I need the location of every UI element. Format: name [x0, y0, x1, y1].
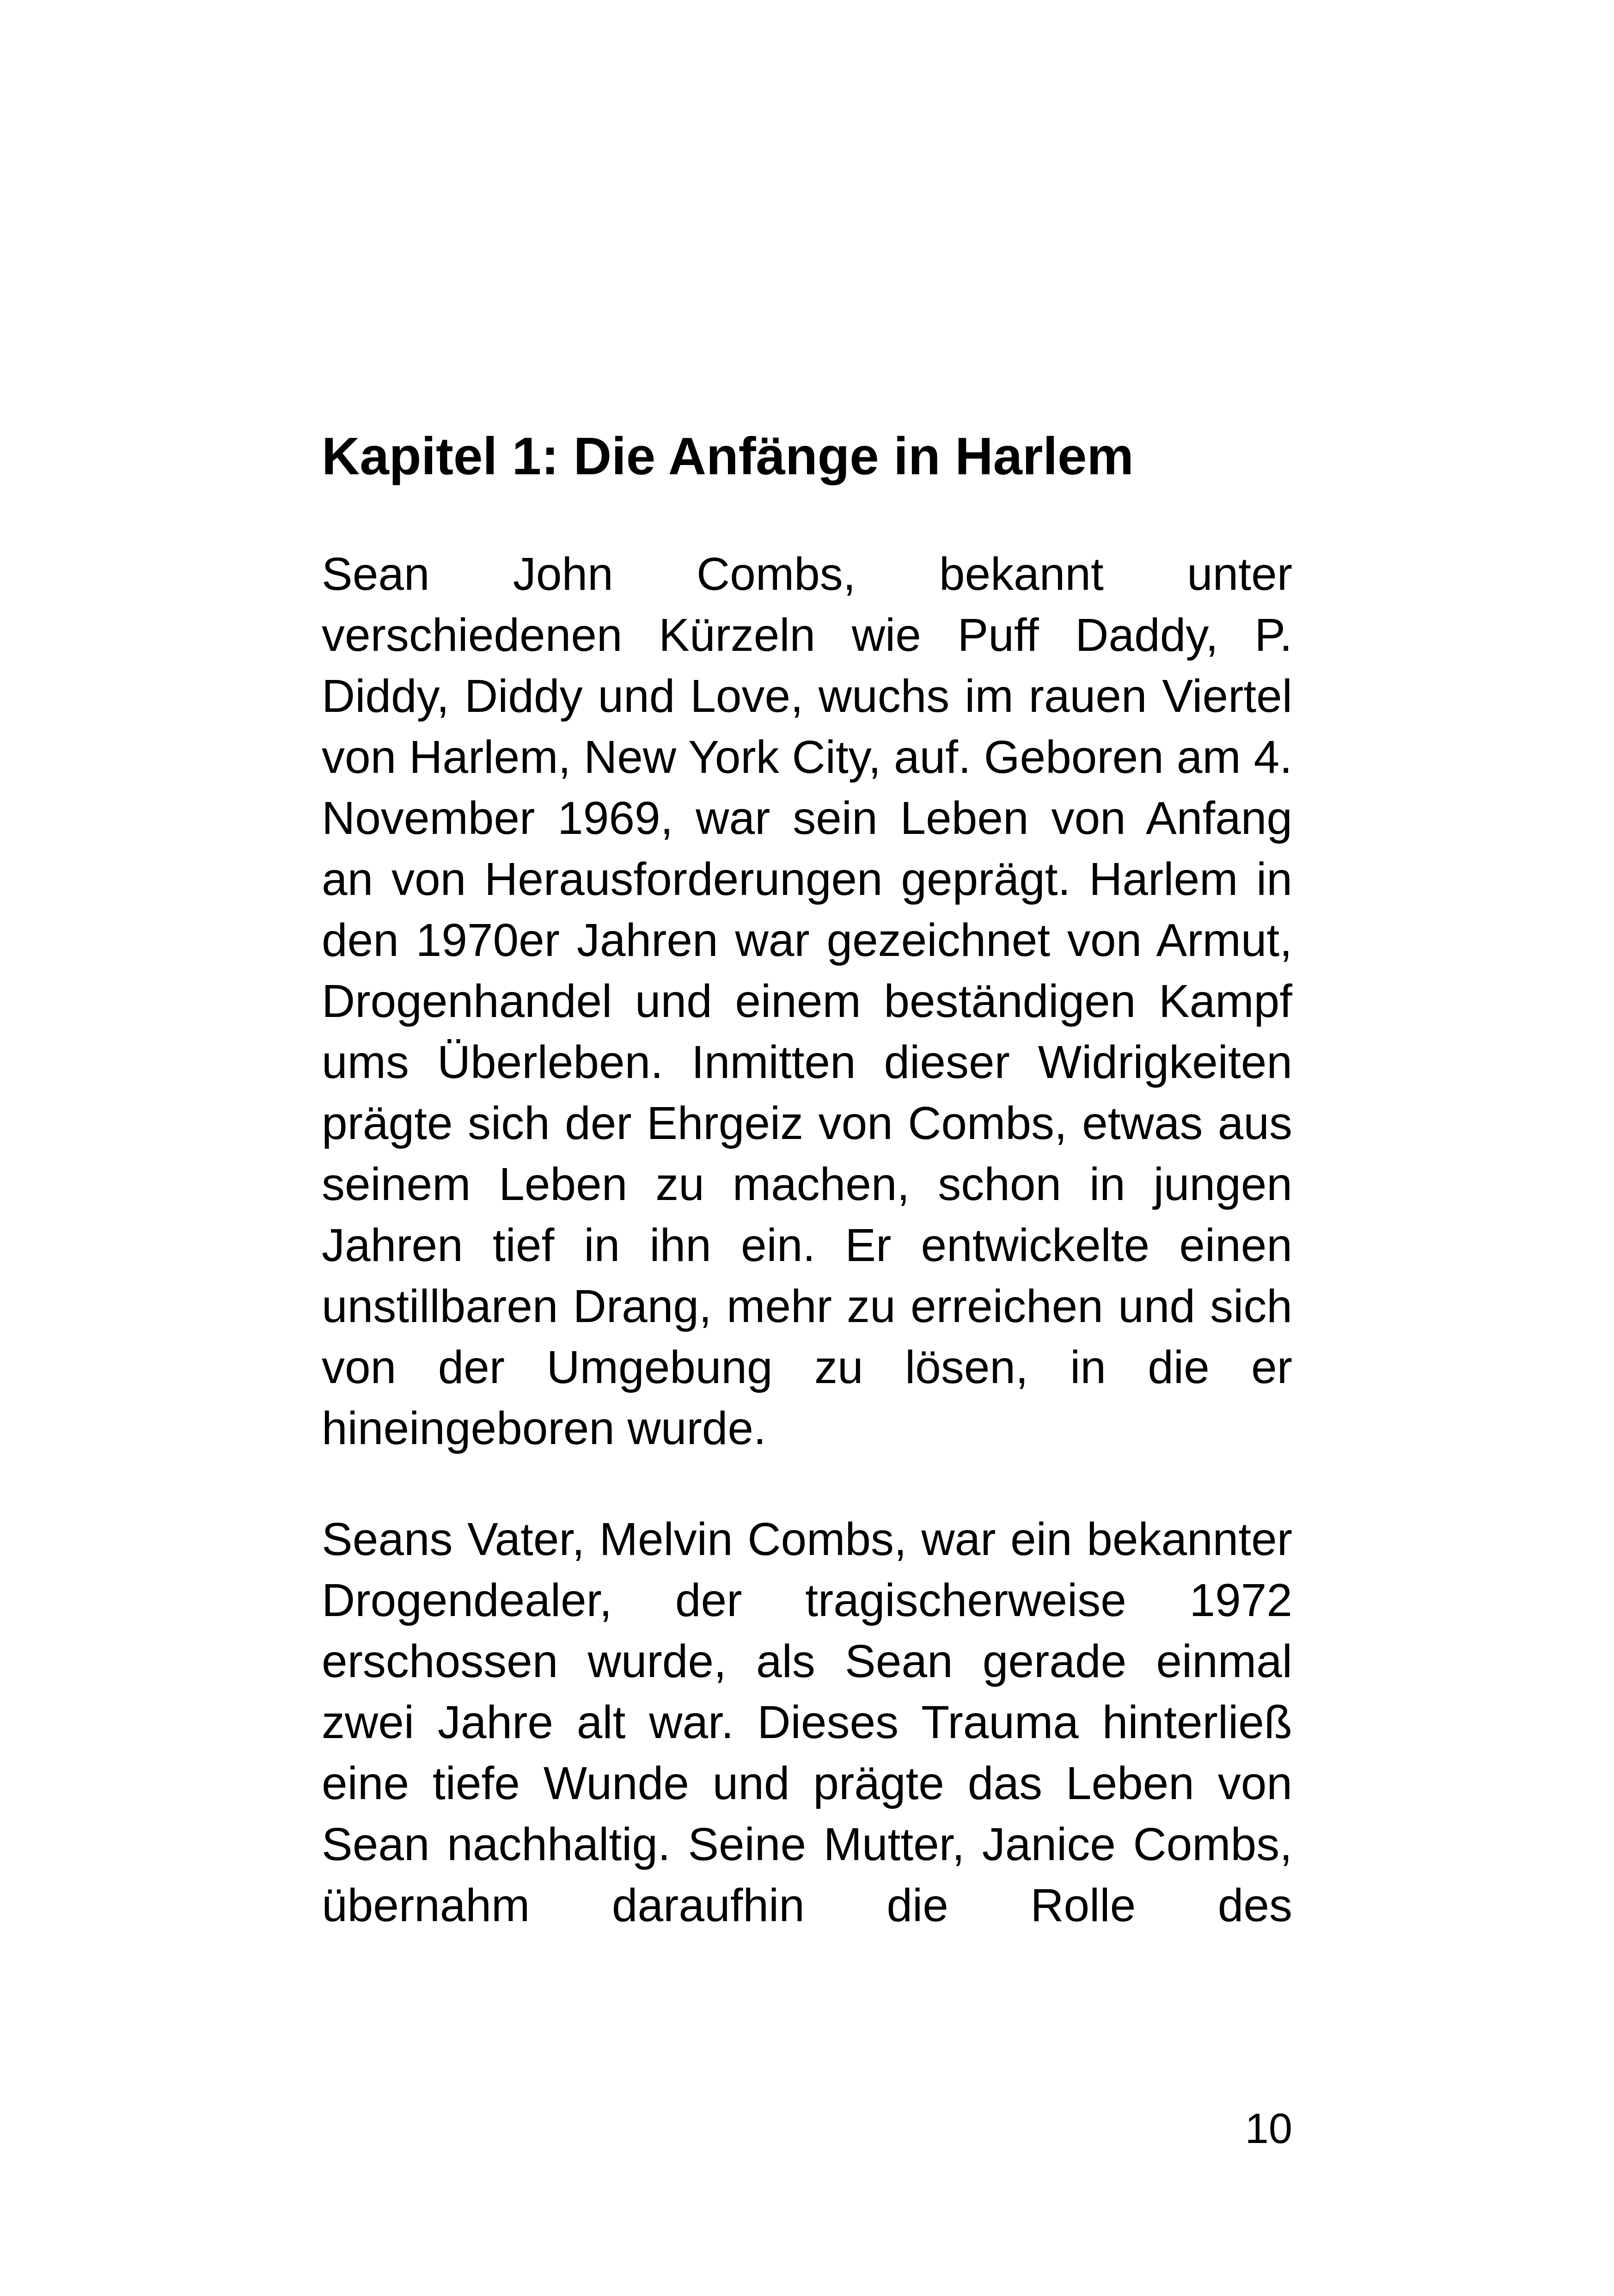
page-number: 10 — [1245, 2105, 1292, 2152]
text-line: prägte sich der Ehrgeiz von Combs, etwas aus — [322, 1097, 1292, 1149]
text-line: unstillbaren Drang, mehr zu erreichen und sich — [322, 1280, 1292, 1332]
paragraph-2 — [322, 1509, 1292, 1936]
text-line: übernahm daraufhin die Rolle des — [322, 1880, 1292, 1931]
text-line: von der Umgebung zu lösen, in die er — [322, 1341, 1292, 1393]
text-line: den 1970er Jahren war gezeichnet von Armut, — [322, 914, 1292, 966]
text-line: verschiedenen Kürzeln wie Puff Daddy, P. — [322, 609, 1292, 661]
text-line: zwei Jahre alt war. Dieses Trauma hinterließ — [322, 1696, 1292, 1748]
text-line: von Harlem, New York City, auf. Geboren am 4. — [322, 731, 1292, 783]
text-line: Sean nachhaltig. Seine Mutter, Janice Combs, — [322, 1818, 1292, 1870]
text-line: erschossen wurde, als Sean gerade einmal — [322, 1635, 1292, 1687]
text-line: Diddy, Diddy und Love, wuchs im rauen Viertel — [322, 670, 1292, 722]
text-line: eine tiefe Wunde und prägte das Leben von — [322, 1757, 1292, 1809]
text-line: an von Herausforderungen geprägt. Harlem in — [322, 853, 1292, 905]
text-line: Seans Vater, Melvin Combs, war ein bekannter — [322, 1513, 1292, 1565]
text-line: Drogendealer, der tragischerweise 1972 — [322, 1574, 1292, 1626]
text-line: Sean John Combs, bekannt unter — [322, 548, 1292, 600]
text-line: ums Überleben. Inmitten dieser Widrigkeiten — [322, 1036, 1292, 1088]
text-line: hineingeboren wurde. — [322, 1402, 766, 1454]
text-line: Drogenhandel und einem beständigen Kampf — [322, 975, 1292, 1027]
chapter-title: Kapitel 1: Die Anfänge in Harlem — [322, 427, 1134, 486]
paragraph-1 — [322, 544, 1292, 1459]
text-line: November 1969, war sein Leben von Anfang — [322, 792, 1292, 844]
text-line: Jahren tief in ihn ein. Er entwickelte einen — [322, 1219, 1292, 1271]
text-line: seinem Leben zu machen, schon in jungen — [322, 1158, 1292, 1210]
